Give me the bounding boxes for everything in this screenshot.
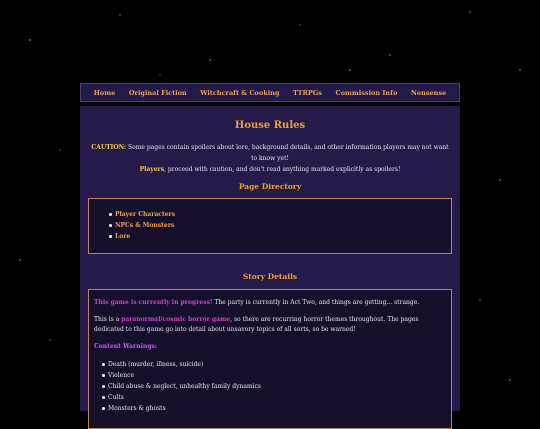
directory-link-lore[interactable]: Lore [109,231,451,242]
page-title: House Rules [234,120,306,131]
directory-link-npcs-monsters[interactable]: NPCs & Monsters [109,220,451,231]
warning-item: Cults [102,392,446,403]
story-heading: Story Details [242,272,298,281]
nav-link-ttrpgs[interactable]: TTRPGs [293,88,322,97]
players-text: , proceed with caution, and don't read anything marked explicitly as spoilers! [164,166,401,173]
warnings-label: Content Warnings: [94,343,158,350]
nav-link-commission-info[interactable]: Commission Info [335,88,398,97]
players-label: Players [139,166,165,173]
genre-label: paranormal/cosmic horror game [121,316,231,323]
caution-label: CAUTION: [91,144,127,151]
warning-item: Child abuse & neglect, unhealthy family dynamics [102,381,446,392]
page-container [80,83,460,412]
genre-prefix: This is a [94,316,122,323]
genre-paragraph [94,315,446,335]
progress-paragraph [94,298,446,308]
caution-text: Some pages contain spoilers about lore, background details, and other information players may not want to know yet! [126,144,449,162]
caution-line [88,142,452,164]
warning-item: Violence [102,370,446,381]
story-box [88,289,452,429]
nav-link-home[interactable]: Home [93,88,116,97]
warning-item: Monsters & ghosts [102,403,446,414]
progress-text: The party is currently in Act Two, and things are getting... strange. [212,299,420,306]
nav-link-nonsense[interactable]: Nonsense [410,88,447,97]
genre-text: , so there are recurring horror themes throughout. The pages dedicated to this game go into detail about unsavory topics of all sorts, so be warned! [94,316,419,333]
progress-label: This game is currently in progress! [94,299,213,306]
directory-box [88,198,452,254]
warnings-heading [94,342,446,352]
main-content [80,106,460,411]
directory-heading: Page Directory [238,182,302,191]
caution-notice [88,142,452,175]
warning-item: Death (murder, illness, suicide) [102,359,446,370]
players-line [88,164,452,175]
nav-link-witchcraft-cooking[interactable]: Witchcraft & Cooking [200,88,280,97]
nav-link-original-fiction[interactable]: Original Fiction [128,88,187,97]
directory-list [109,209,451,242]
warnings-list [94,359,446,414]
top-navigation [80,83,460,102]
directory-link-player-characters[interactable]: Player Characters [109,209,451,220]
